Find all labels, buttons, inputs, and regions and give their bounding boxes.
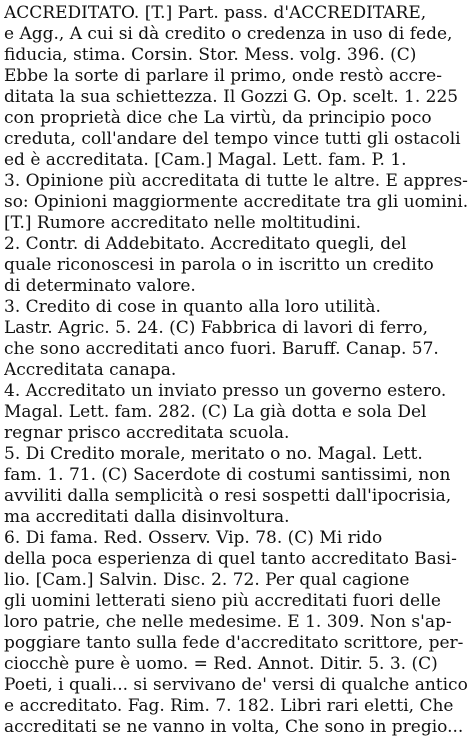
entry-text-line: loro patrie, che nelle medesime. E 1. 309. Non s'ap-	[4, 612, 452, 632]
sense-6-line: 6. Di fama. Red. Osserv. Vip. 78. (C) Mi rido	[4, 528, 383, 548]
entry-text-line: Magal. Lett. fam. 282. (C) La già dotta e sola Del	[4, 402, 427, 422]
sense-5-line: 5. Di Credito morale, meritato o no. Magal. Lett.	[4, 444, 423, 464]
entry-text-line: di determinato valore.	[4, 276, 196, 296]
entry-text-line: 3. Opinione più accreditata di tutte le altre. E appres-	[4, 171, 468, 191]
entry-text-line: ciocchè pure è uomo. = Red. Annot. Ditir. 5. 3. (C)	[4, 654, 438, 674]
entry-text-line: con proprietà dice che La virtù, da principio poco	[4, 108, 432, 128]
entry-text-line: avviliti dalla semplicità o resi sospetti dall'ipocrisia,	[4, 486, 452, 506]
entry-text-line: [T.] Rumore accreditato nelle moltitudini.	[4, 213, 362, 233]
entry-text-line: che sono accreditati anco fuori. Baruff. Canap. 57.	[4, 339, 439, 359]
entry-text-line: poggiare tanto sulla fede d'accreditato scrittore, per-	[4, 633, 464, 653]
entry-text-line: gli uomini letterati sieno più accreditati fuori delle	[4, 591, 441, 611]
entry-text-line: e accreditato. Fag. Rim. 7. 182. Libri rari eletti, Che	[4, 696, 454, 716]
entry-text-line: fiducia, stima. Corsin. Stor. Mess. volg. 396. (C)	[4, 45, 417, 65]
entry-text-line: creduta, coll'andare del tempo vince tutti gli ostacoli	[4, 129, 461, 149]
entry-text-line: fam. 1. 71. (C) Sacerdote di costumi santissimi, non	[4, 465, 451, 485]
entry-text-line: so: Opinioni maggiormente accreditate tra gli uomini.	[4, 192, 469, 212]
entry-text-line: e Agg., A cui si dà credito o credenza in uso di fede,	[4, 24, 453, 44]
sense-3-line: 3. Credito di cose in quanto alla loro utilità.	[4, 297, 381, 317]
sense-4-line: 4. Accreditato un inviato presso un governo estero.	[4, 381, 447, 401]
entry-text-line: Ebbe la sorte di parlare il primo, onde restò accre-	[4, 66, 442, 86]
entry-text-line: ditata la sua schiettezza. Il Gozzi G. Op. scelt. 1. 225	[4, 87, 459, 107]
entry-headline: ACCREDITATO. [T.] Part. pass. d'ACCREDITARE,	[4, 3, 427, 23]
entry-text-line: ed è accreditata. [Cam.] Magal. Lett. fam. P. 1.	[4, 150, 407, 170]
entry-text-line: regnar prisco accreditata scuola.	[4, 423, 290, 443]
sense-2-line: 2. Contr. di Addebitato. Accreditato quegli, del	[4, 234, 407, 254]
entry-text-line: Accreditata canapa.	[4, 360, 177, 380]
entry-text-line: accreditati se ne vanno in volta, Che sono in pregio...	[4, 717, 464, 737]
entry-text-line: lio. [Cam.] Salvin. Disc. 2. 72. Per qual cagione	[4, 570, 410, 590]
entry-text-line: Poeti, i quali... si servivano de' versi di qualche antico	[4, 675, 468, 695]
entry-text-line: della poca esperienza di quel tanto accreditato Basi-	[4, 549, 457, 569]
entry-text-line: ma accreditati dalla disinvoltura.	[4, 507, 290, 527]
entry-text-line: quale riconoscesi in parola o in iscritto un credito	[4, 255, 434, 275]
entry-text-line: Lastr. Agric. 5. 24. (C) Fabbrica di lavori di ferro,	[4, 318, 429, 338]
